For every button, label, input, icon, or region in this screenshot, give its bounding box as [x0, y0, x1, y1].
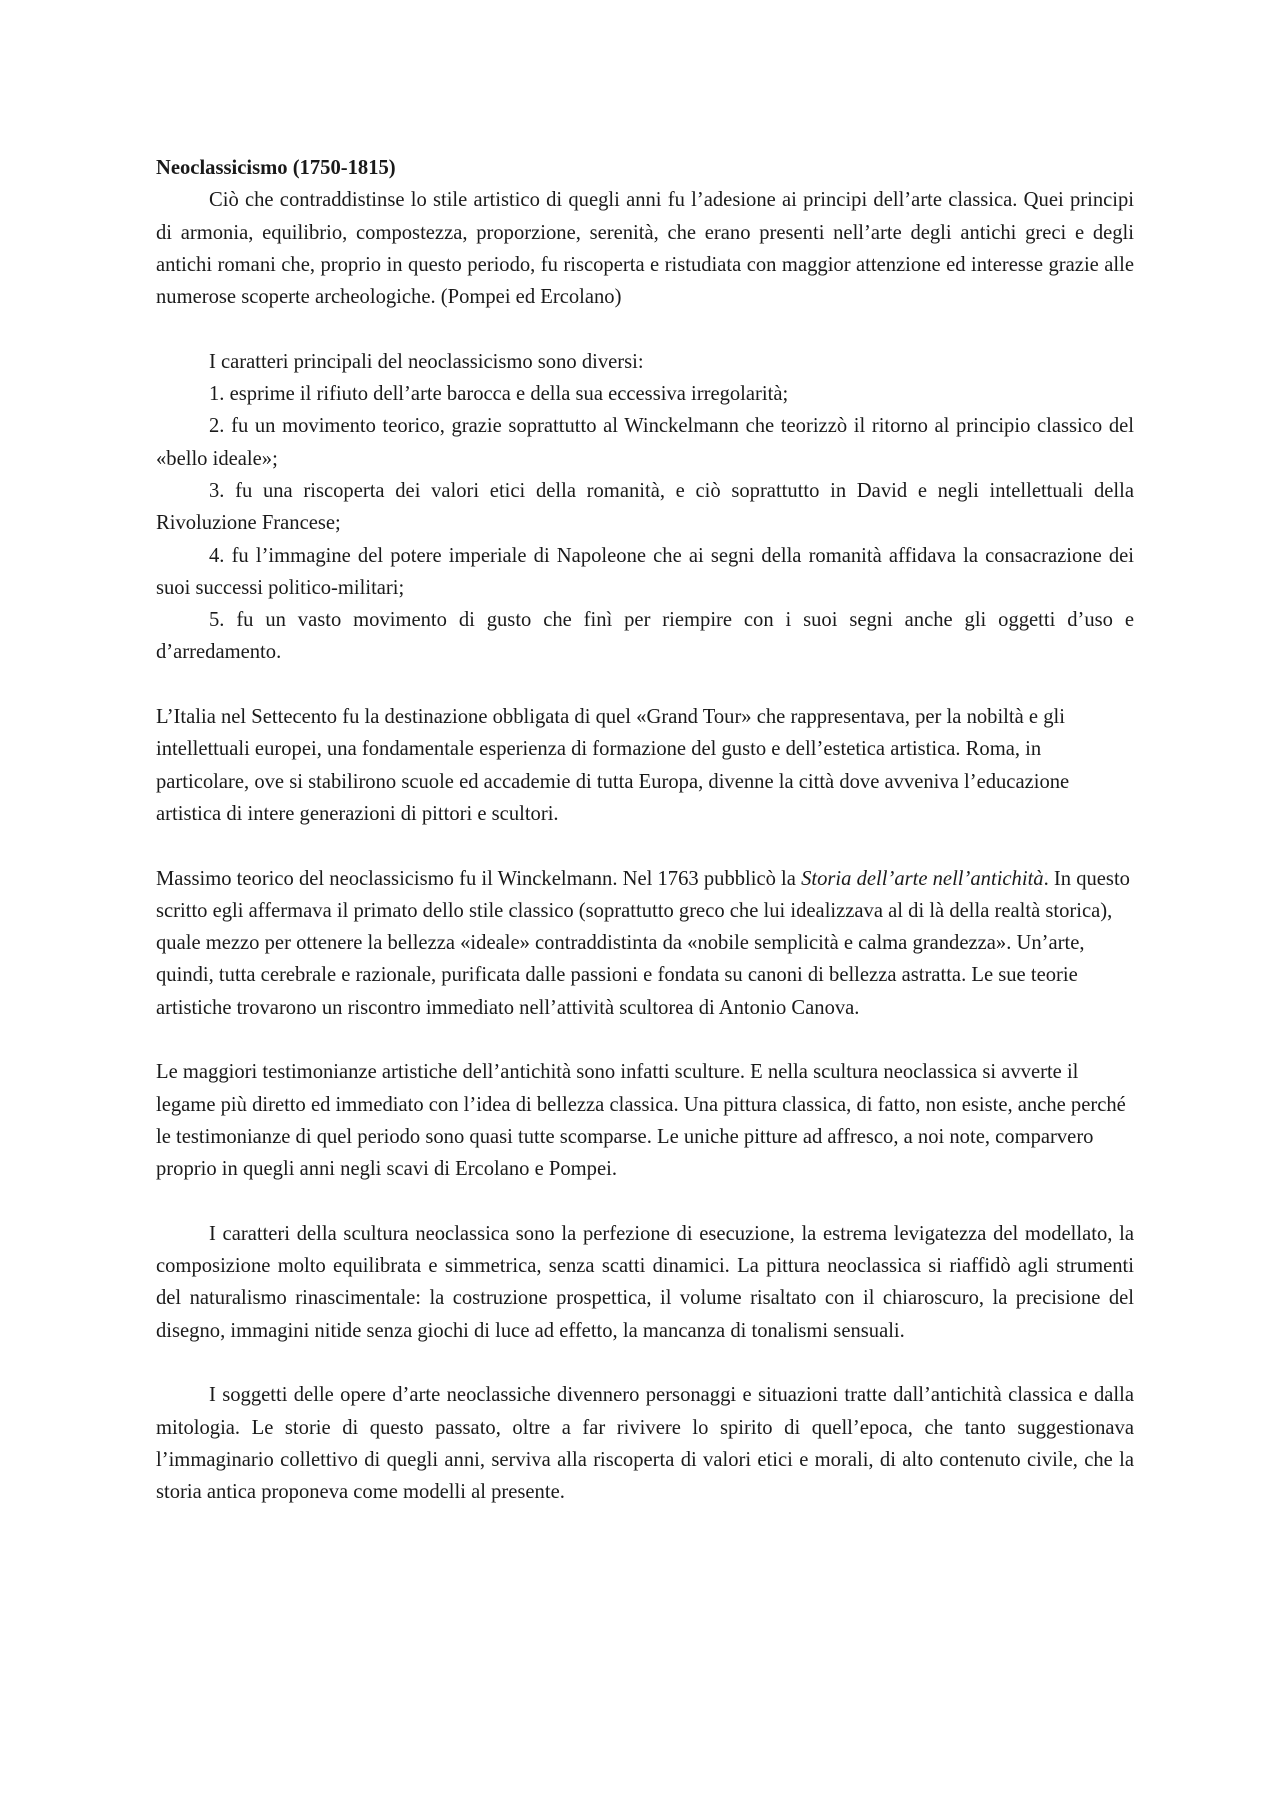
paragraph-grand-tour: L’Italia nel Settecento fu la destinazione obbligata di quel «Grand Tour» che rappresentava, per la nobiltà e gli intellettuali europei, una fondamentale esperienza di formazione del gusto e dell’estetica artistica. Roma, in particolare, ove si stabilirono scuole ed accademie di tutta Europa, divenne la città dove avveniva l’educazione artistica di intere generazioni di pittori e scultori.: [156, 706, 1070, 825]
list-item: 5. fu un vasto movimento di gusto che finì per riempire con i suoi segni anche gli oggetti d’uso e d’arredamento.: [156, 609, 1134, 664]
paragraph-winckelmann-text: . In questo scritto egli affermava il primato dello stile classico (soprattutto greco che lui idealizzava al di là della realtà storica), quale mezzo per ottenere la bellezza «ideale» contraddistinta da «nobile semplicità e calma grandezza». Un’arte, quindi, tutta cerebrale e razionale, purificata dalle passioni e fondata su canoni di bellezza astratta. Le sue teorie artistiche trovarono un riscontro immediato nell’attività scultorea di Antonio Canova.: [156, 867, 1130, 1019]
paragraph-spacer: [156, 1347, 1134, 1379]
paragraph-spacer: [156, 313, 1134, 345]
paragraph-caratteri: I caratteri della scultura neoclassica sono la perfezione di esecuzione, la estrema levigatezza del modellato, la composizione molto equilibrata e simmetrica, senza scatti dinamici. La pittura neoclassica si riaffidò agli strumenti del naturalismo rinascimentale: la costruzione prospettica, il volume risaltato con il chiaroscuro, la precisione del disegno, immagini nitide senza giochi di luce ad effetto, la mancanza di tonalismi sensuali.: [156, 1222, 1134, 1342]
list-item: 1. esprime il rifiuto dell’arte barocca e della sua eccessiva irregolarità;: [209, 383, 789, 406]
paragraph-spacer: [156, 1024, 1134, 1056]
list-item: 2. fu un movimento teorico, grazie soprattutto al Winckelmann che teorizzò il ritorno al principio classico del «bello ideale»;: [156, 415, 1134, 470]
paragraph-winckelmann-text: Massimo teorico del neoclassicismo fu il Winckelmann. Nel 1763 pubblicò la: [156, 867, 802, 890]
paragraph-winckelmann: [156, 863, 1134, 1024]
paragraph-spacer: [156, 1186, 1134, 1218]
list-item: 3. fu una riscoperta dei valori etici della romanità, e ciò soprattutto in David e negli intellettuali della Rivoluzione Francese;: [156, 479, 1134, 535]
paragraph-intro: Ciò che contraddistinse lo stile artistico di quegli anni fu l’adesione ai principi dell’arte classica. Quei principi di armonia, equilibrio, compostezza, proporzione, serenità, che erano presenti nell’arte degli antichi greci e degli antichi romani che, proprio in questo periodo, fu riscoperta e ristudiata con maggior attenzione ed interesse grazie alle numerose scoperte archeologiche. (Pompei ed Ercolano): [156, 189, 1134, 309]
document-page: [156, 152, 1134, 1508]
book-title: Storia dell’arte nell’antichità: [801, 867, 1044, 890]
paragraph-soggetti: I soggetti delle opere d’arte neoclassiche divennero personaggi e situazioni tratte dall’antichità classica e dalla mitologia. Le storie di questo passato, oltre a far rivivere lo spirito di quell’epoca, che tanto suggestionava l’immaginario collettivo di quegli anni, serviva alla riscoperta di valori etici e morali, di alto contenuto civile, che la storia antica proponeva come modelli al presente.: [156, 1384, 1134, 1504]
document-title: Neoclassicismo (1750-1815): [156, 157, 396, 179]
paragraph-sculture: Le maggiori testimonianze artistiche dell’antichità sono infatti sculture. E nella scultura neoclassica si avverte il legame più diretto ed immediato con l’idea di bellezza classica. Una pittura classica, di fatto, non esiste, anche perché le testimonianze di quel periodo sono quasi tutte scomparse. Le uniche pitture ad affresco, a noi note, comparvero proprio in quegli anni negli scavi di Ercolano e Pompei.: [156, 1061, 1126, 1181]
paragraph-spacer: [156, 830, 1134, 862]
list-intro: I caratteri principali del neoclassicismo sono diversi:: [209, 350, 644, 373]
list-item: 4. fu l’immagine del potere imperiale di Napoleone che ai segni della romanità affidava la consacrazione dei suoi successi politico-militari;: [156, 544, 1134, 599]
paragraph-spacer: [156, 669, 1134, 701]
